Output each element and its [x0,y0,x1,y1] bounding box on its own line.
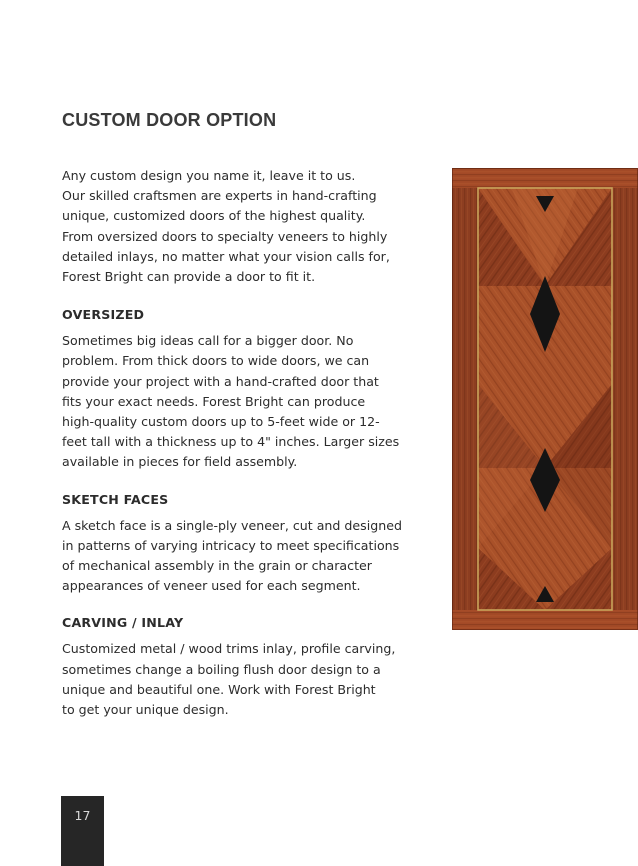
oversized-line: available in pieces for field assembly. [62,454,298,470]
oversized-heading: OVERSIZED [62,307,145,323]
oversized-line: Sometimes big ideas call for a bigger door. No [62,333,354,349]
page-content [62,166,402,720]
oversized-line: problem. From thick doors to wide doors, we can [62,353,370,369]
carving-inlay-heading: CARVING / INLAY [62,615,184,631]
door-top-rail [452,168,638,188]
carving-inlay-line: Customized metal / wood trims inlay, profile carving, [62,641,396,657]
page-number-tab [61,796,104,866]
oversized-paragraph [62,331,400,472]
custom-door-photo [452,168,638,630]
intro-line: Our skilled craftsmen are experts in hand-crafting [62,188,377,204]
oversized-line: provide your project with a hand-crafted door that [62,373,379,389]
sketch-faces-heading: SKETCH FACES [62,491,169,507]
sketch-faces-line: appearances of veneer used for each segment. [62,578,361,594]
intro-line: unique, customized doors of the highest quality. [62,208,366,224]
intro-paragraph [62,166,392,287]
oversized-line: high-quality custom doors up to 5-feet wide or 12- [62,414,380,430]
sketch-faces-paragraph [62,516,402,597]
sketch-faces-line: in patterns of varying intricacy to meet specifications [62,537,400,553]
intro-line: From oversized doors to specialty veneers to highly [62,228,388,244]
intro-line: Any custom design you name it, leave it to us. [62,168,356,183]
carving-inlay-line: to get your unique design. [62,702,229,718]
page-title: CUSTOM DOOR OPTION [62,110,277,130]
sketch-faces-line: A sketch face is a single-ply veneer, cut and designed [62,517,402,533]
door-illustration [452,168,638,630]
carving-inlay-paragraph [62,639,396,720]
door-bottom-rail [452,610,638,630]
page-number: 17 [74,808,91,823]
intro-line: detailed inlays, no matter what your vision calls for, [62,248,390,264]
carving-inlay-line: unique and beautiful one. Work with Forest Bright [62,681,376,697]
oversized-line: feet tall with a thickness up to 4" inches. Larger sizes [62,434,400,450]
intro-line: Forest Bright can provide a door to fit it. [62,269,316,285]
carving-inlay-line: sometimes change a boiling flush door design to a [62,661,381,677]
sketch-faces-line: of mechanical assembly in the grain or character [62,558,372,574]
oversized-line: fits your exact needs. Forest Bright can produce [62,393,366,409]
